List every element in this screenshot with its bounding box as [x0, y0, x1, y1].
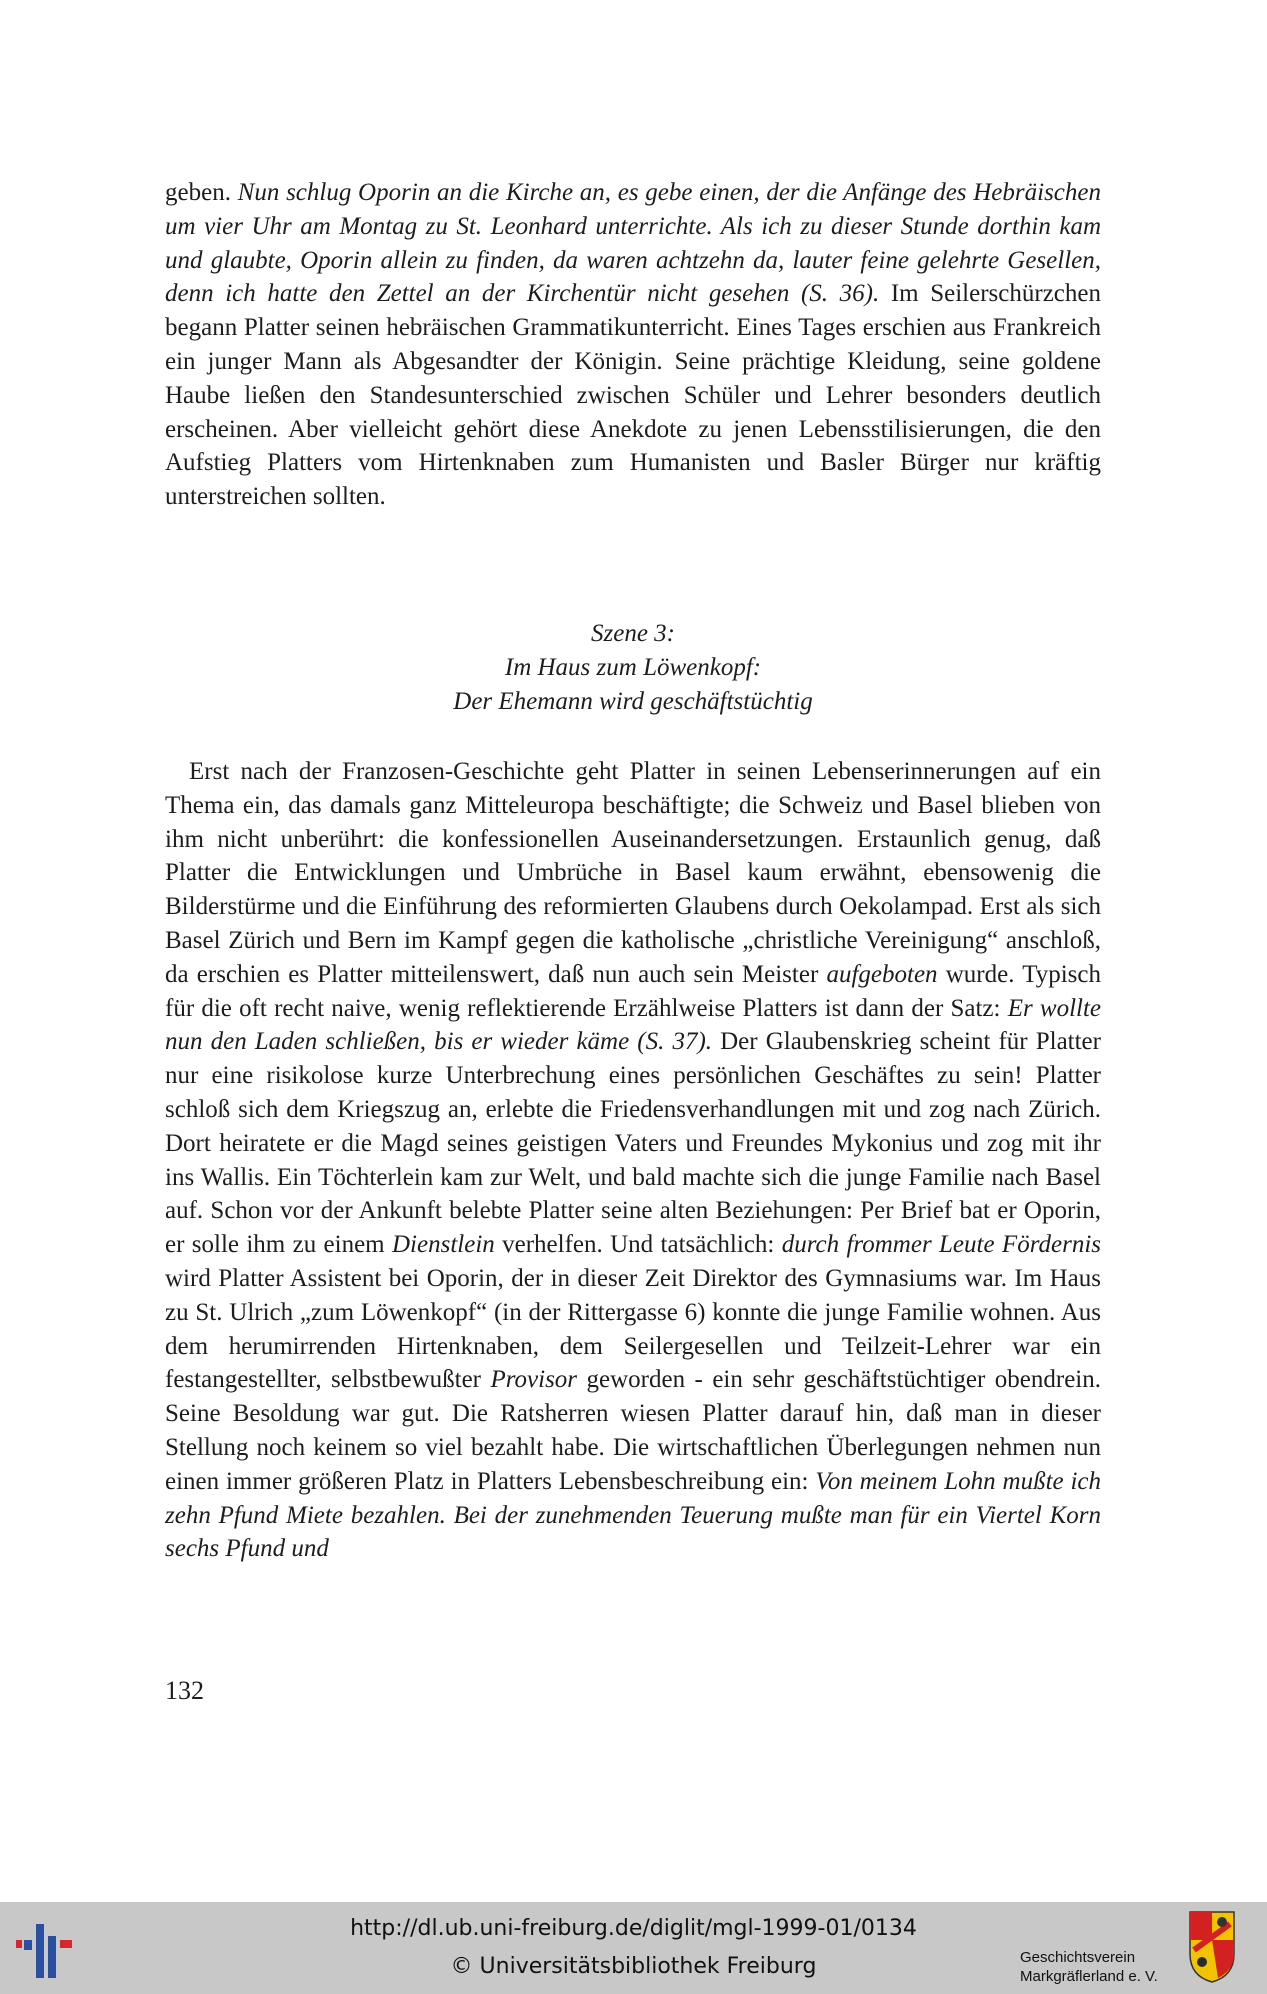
society-line-2: Markgräflerland e. V.	[1020, 1968, 1158, 1985]
text-run: wurde. Typisch für die oft recht naive, wenig reflektierende Erzählweise Platters ist dann der Satz:	[165, 960, 1101, 1022]
copyright-notice: © Universitätsbibliothek Freiburg	[450, 1954, 817, 1979]
text-run: verhelfen. Und tatsächlich:	[494, 1231, 782, 1259]
viewer-footer	[0, 1902, 1267, 1994]
text-run: Erst nach der Franzosen-Geschichte geht Platter in seinen Lebenserinnerungen auf ein Thema ein, das damals ganz Mitteleuropa beschäftigte; die Schweiz und Basel blieben von ihm nicht unberührt: die konfessionellen Auseinandersetzungen. Erstaunlich genug, daß Platter die Entwicklungen und Umbrüche in Basel kaum erwähnt, ebensowenig die Bilderstürme und die Einführung des reformierten Glaubens durch Oekolampad. Erst als sich Basel Zürich und Bern im Kampf gegen die katholische „christliche Vereinigung“ anschloß, da erschien es Platter mitteilenswert, daß nun auch sein Meister	[165, 758, 1101, 988]
coat-of-arms-icon	[1188, 1910, 1236, 1984]
page-number: 132	[165, 1676, 204, 1705]
text-run: geworden - ein sehr geschäftstüchtiger obendrein. Seine Besoldung war gut. Die Ratsherren wiesen Platter darauf hin, daß man in dieser Stellung noch keinem so viel bezahlt habe. Die wirtschaftlichen Überlegungen nehmen nun einen immer größeren Platz in Platters Lebensbeschreibung ein:	[165, 1366, 1101, 1495]
italic-quote-run: aufgeboten	[826, 960, 938, 988]
heading-line-1: Szene 3:	[591, 620, 675, 647]
section-heading	[165, 617, 1101, 719]
heading-line-3: Der Ehemann wird geschäftstüchtig	[453, 688, 813, 715]
italic-quote-run: Nun schlug Oporin an die Kirche an, es gebe einen, der die Anfänge des Hebräischen um vier Uhr am Montag zu St. Leonhard unterrichte. Als ich zu dieser Stunde dorthin kam und glaubte, Oporin allein zu finden, da waren achtzehn da, lauter feine gelehrte Gesellen, denn ich hatte den Zettel an der Kirchentür nicht gesehen (S. 36).	[165, 179, 1101, 308]
society-name	[1020, 1948, 1158, 1986]
paragraph-1-container	[165, 176, 1101, 514]
text-run: geben.	[165, 179, 238, 206]
italic-quote-run: durch frommer Leute Fördernis	[781, 1231, 1101, 1259]
text-run: wird Platter Assistent bei Oporin, der in dieser Zeit Direktor des Gymnasiums war. Im Haus zu St. Ulrich „zum Löwenkopf“ (in der Rittergasse 6) konnte die junge Familie wohnen. Aus dem herumirrenden Hirtenknaben, dem Seilergesellen und Teilzeit-Lehrer war ein festangestellter, selbstbewußter	[165, 1264, 1101, 1394]
italic-quote-run: Provisor	[490, 1366, 578, 1394]
text-run: Im Seilerschürzchen begann Platter seinen hebräischen Grammatikunterricht. Eines Tages erschien aus Frankreich ein junger Mann als Abgesandter der Königin. Seine prächtige Kleidung, seine goldene Haube ließen den Standesunterschied zwischen Schüler und Lehrer besonders deutlich erscheinen. Aber vielleicht gehört diese Anekdote zu jenen Lebensstilisierungen, die den Aufstieg Platters vom Hirtenknaben zum Humanisten und Basler Bürger nur kräftig unterstreichen sollten.	[165, 280, 1101, 511]
italic-quote-run: Dienstlein	[392, 1231, 495, 1259]
text-run: Der Glaubenskrieg scheint für Platter nur eine risikolose kurze Unterbrechung eines persönlichen Geschäftes zu sein! Platter schloß sich dem Kriegszug an, erlebte die Friedensverhandlungen mit und zog nach Zürich. Dort heiratete er die Magd seines geistigen Vaters und Freundes Mykonius und zog mit ihr ins Wallis. Ein Töchterlein kam zur Welt, und bald machte sich die junge Familie nach Basel auf. Schon vor der Ankunft belebte Platter seine alten Beziehungen: Per Brief bat er Oporin, er solle ihm zu einem	[165, 1028, 1101, 1259]
italic-quote-run: Von meinem Lohn mußte ich zehn Pfund Miete bezahlen. Bei der zunehmenden Teuerung mußte man für ein Viertel Korn sechs Pfund und	[165, 1467, 1101, 1563]
paragraph-2-container	[165, 755, 1101, 1566]
society-line-1: Geschichtsverein	[1020, 1949, 1136, 1966]
italic-quote-run: Er wollte nun den Laden schließen, bis er wieder käme (S. 37).	[165, 994, 1102, 1056]
document-url-link[interactable]: http://dl.ub.uni-freiburg.de/diglit/mgl-1999-01/0134	[350, 1916, 917, 1941]
paragraph-1	[165, 176, 1101, 514]
paragraph-2	[165, 755, 1101, 1566]
heading-line-2: Im Haus zum Löwenkopf:	[504, 654, 762, 681]
